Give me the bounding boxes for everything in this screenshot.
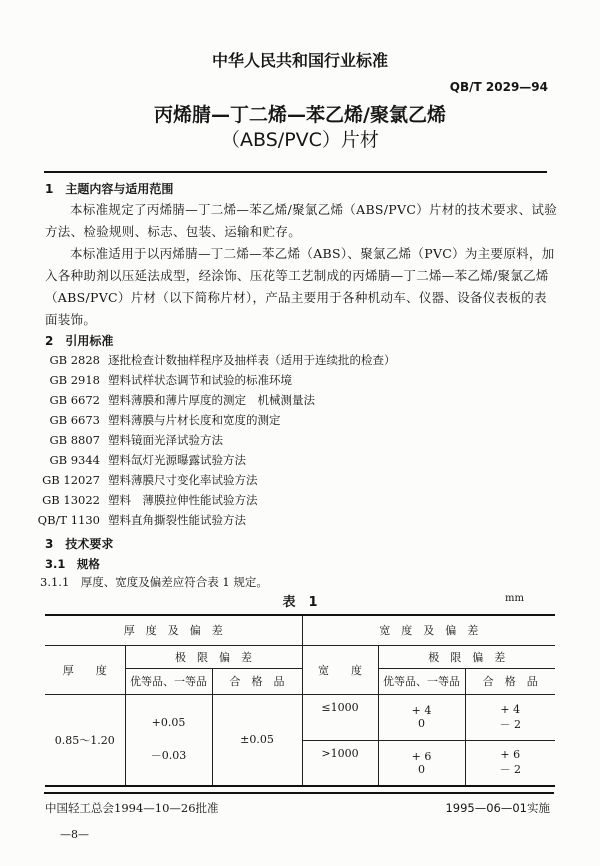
paragraph-line: 本标准适用于以丙烯腈—丁二烯—苯乙烯（ABS）、聚氯乙烯（PVC）为主要原料，加 — [70, 246, 555, 261]
th-width-group: 宽 度 及 偏 差 — [302, 615, 555, 645]
th-thickness: 厚 度 — [45, 645, 125, 694]
cell-width-grade1 — [378, 740, 465, 786]
reference-item — [30, 412, 281, 428]
title-line1: 丙烯腈—丁二烯—苯乙烯/聚氯乙烯 — [154, 104, 446, 126]
th-grade2: 合 格 品 — [465, 668, 555, 694]
clause-text: 3.1.1 厚度、宽度及偏差应符合表 1 规定。 — [40, 575, 268, 589]
section1-heading: 1 主题内容与适用范围 — [45, 182, 174, 196]
ref-code: GB 6673 — [49, 413, 100, 427]
table-caption: 表 1 — [282, 595, 318, 610]
ref-code: GB 12027 — [42, 473, 100, 487]
upper-deviation: + 4 — [411, 704, 432, 717]
paragraph-line: 本标准规定了丙烯腈—丁二烯—苯乙烯/聚氯乙烯（ABS/PVC）片材的技术要求、试验 — [70, 202, 558, 217]
ref-title: 塑料薄膜与片材长度和宽度的测定 — [108, 413, 281, 427]
effective-date: 1995—06—01实施 — [445, 801, 550, 815]
reference-item — [30, 452, 246, 468]
th-grade2: 合 格 品 — [212, 668, 302, 694]
ref-title: 塑料直角撕裂性能试验方法 — [108, 513, 246, 527]
upper-deviation: + 4 — [500, 702, 521, 716]
ref-code: GB 9344 — [49, 453, 100, 467]
lower-deviation: 0 — [418, 717, 425, 730]
upper-deviation: +0.05 — [151, 716, 186, 730]
reference-item — [30, 352, 396, 368]
reference-item — [30, 392, 315, 408]
cell-width-grade1 — [378, 694, 465, 740]
cell-width-grade2 — [465, 740, 555, 786]
upper-deviation: + 6 — [500, 748, 521, 762]
ref-code: GB 6672 — [49, 393, 100, 407]
approval-date: 中国轻工总会1994—10—26批准 — [45, 801, 219, 815]
standard-code: QB/T 2029—94 — [449, 80, 548, 94]
reference-item — [30, 432, 223, 448]
th-width: 宽 度 — [302, 645, 378, 694]
ref-title: 塑料薄膜尺寸变化率试验方法 — [108, 473, 258, 487]
ref-code: GB 2918 — [49, 373, 100, 387]
lower-deviation: －0.03 — [150, 749, 187, 763]
reference-item — [30, 472, 258, 488]
paragraph-line: 面装饰。 — [45, 312, 97, 327]
thickness-width-table — [45, 614, 555, 787]
cell-thickness-grade2: ±0.05 — [212, 694, 302, 786]
title-line2: （ABS/PVC）片材 — [221, 129, 379, 151]
th-limit: 极 限 偏 差 — [125, 645, 302, 668]
th-thickness-group: 厚 度 及 偏 差 — [45, 615, 302, 645]
ref-code: GB 2828 — [49, 353, 100, 367]
page-number: —8— — [60, 828, 89, 841]
ref-title: 逐批检查计数抽样程序及抽样表（适用于连续批的检查） — [108, 353, 396, 367]
reference-item — [30, 492, 258, 508]
section2-heading: 2 引用标准 — [45, 334, 114, 348]
section3-heading: 3 技术要求 — [45, 537, 114, 551]
lower-deviation: － 2 — [499, 763, 521, 777]
title-rule — [44, 171, 547, 173]
paragraph-line: （ABS/PVC）片材（以下简称片材），产品主要用于各种机动车、仪器、设备仪表板的表 — [45, 290, 547, 305]
ref-code: GB 8807 — [49, 433, 100, 447]
footer-rule — [44, 792, 554, 794]
subsection-heading: 3.1 规格 — [45, 557, 100, 571]
standard-category: 中华人民共和国行业标准 — [211, 51, 388, 70]
th-grade1: 优等品、一等品 — [378, 668, 465, 694]
upper-deviation: + 6 — [411, 749, 432, 763]
cell-thickness: 0.85～1.20 — [45, 694, 125, 786]
th-grade1: 优等品、一等品 — [125, 668, 212, 694]
cell-width-grade2 — [465, 694, 555, 740]
lower-deviation: － 2 — [499, 717, 521, 731]
reference-item — [30, 512, 246, 528]
cell-width: >1000 — [302, 740, 378, 786]
paragraph-line: 方法、检验规则、标志、包装、运输和贮存。 — [45, 224, 302, 239]
ref-title: 塑料镜面光泽试验方法 — [108, 433, 223, 447]
ref-title: 塑料 薄膜拉伸性能试验方法 — [108, 493, 258, 507]
cell-thickness-grade1 — [125, 694, 212, 786]
table-unit: mm — [505, 593, 524, 604]
lower-deviation: 0 — [418, 762, 425, 776]
th-limit: 极 限 偏 差 — [378, 645, 555, 668]
ref-title: 塑料氙灯光源曝露试验方法 — [108, 453, 246, 467]
reference-item — [30, 372, 292, 388]
paragraph-line: 入各种助剂以压延法成型，经涂饰、压花等工艺制成的丙烯腈—丁二烯—苯乙烯/聚氯乙烯 — [45, 268, 549, 283]
ref-title: 塑料试样状态调节和试验的标准环境 — [108, 373, 292, 387]
ref-code: GB 13022 — [42, 493, 100, 507]
ref-code: QB/T 1130 — [37, 513, 100, 527]
ref-title: 塑料薄膜和薄片厚度的测定 机械测量法 — [108, 393, 315, 407]
cell-width: ≤1000 — [302, 694, 378, 740]
